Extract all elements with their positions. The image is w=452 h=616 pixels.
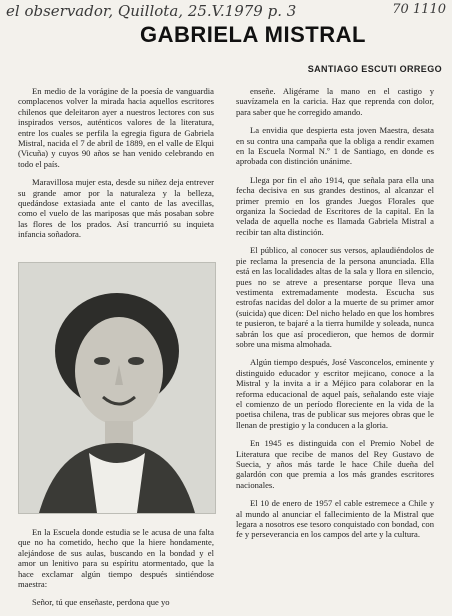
paragraph: Llega por fin el año 1914, que señala para ella una fecha decisiva en sus grandes destinos, al alcanzar el primer premio en los grandes Juegos Florales que organiza la Sociedad de Escritores de la capital. En la velada de aquella noche es llamada Gabriela Mistral a recibir tan alta distinción.: [236, 174, 434, 237]
paragraph: El 10 de enero de 1957 el cable estremece a Chile y al mundo al anunciar el fallecimiento de la Mistral que legara a nosotros ese tesoro conquistado con bondad, con fe y perseverancia en los campos del arte y la cultura.: [236, 498, 434, 540]
paragraph: La envidia que despierta esta joven Maestra, desata en su contra una campaña que la obliga a rendir examen en la Escuela Normal N.º 1 de Santiago, en donde es aprobada con distinción unánime.: [236, 125, 434, 167]
paragraph: Señor, tú que enseñaste, perdona que yo: [32, 597, 170, 608]
portrait-photo: [18, 262, 216, 514]
article-byline: SANTIAGO ESCUTI ORREGO: [307, 64, 442, 74]
handwritten-annotation: [6, 2, 446, 24]
paragraph: enseñe. Aligérame la mano en el castigo y suavízamela en la caricia. Haz que reprenda con dolor, para saber que he corregido amando.: [236, 86, 434, 117]
paragraph: Algún tiempo después, José Vasconcelos, eminente y distinguido educador y escritor mejicano, conoce a la Mistral y la invita a ir a Méjico para colaborar en la reforma educacional de aquel país, señalando este viaje el comienzo de un período floreciente en la vida de la poetisa chilena, tras de publicar sus mejores obras que le llenan de prestigio y la conducen a la gloria.: [236, 357, 434, 430]
handwritten-source-note: el observador, Quillota, 25.V.1979 p. 3: [6, 2, 297, 20]
paragraph: El público, al conocer sus versos, aplaudiéndolos de pie reclama la presencia de la persona anunciada. Ella está en las localidades altas de la sala y llora en silencio, pues no se atreve a presentarse porque lleva una vestimenta extremadamente modesta. Escucha sus estrofas nacidas del dolor a la muerte de su primer amor (suicida) que dicen: Del nicho helado en que los hombres te pusieron, te bajaré a la tierra humilde y soleada, nunca sabrán los que así procedieron, que hemos de dormir sobre una misma almohada.: [236, 245, 434, 349]
paragraph: En la Escuela donde estudia se le acusa de una falta que no ha cometido, hecho que la hiere hondamente, alejándose de sus aulas, buscando en la bondad y el amor un lenitivo para su espíritu atormentado, que la hace exclamar algún tiempo después sintiéndose maestra:: [18, 527, 214, 590]
portrait-image: [19, 263, 215, 513]
right-column: [236, 86, 434, 548]
paragraph: Maravillosa mujer esta, desde su niñez deja entrever su grande amor por la naturaleza y la belleza, quedándose extasiada ante el canto de las avecillas, como el vuelo de las mariposas que más posaban sobre las flores de los prados. Así trancurrió su inquieta infancia soñadora.: [18, 177, 214, 240]
paragraph: En medio de la vorágine de la poesía de vanguardia complacenos volver la mirada hacia aquellos escritores chilenos que deleitaron ayer a nuestros lectores con sus inspirados versos, auténticos valores de la literatura, entre los cuales se perfila la egregia figura de Gabriela Mistral, nacida el 7 de abril de 1889, en el valle de Elqui (Vicuña) y cuyos 90 años se han venido celebrando en todo el país.: [18, 86, 214, 169]
left-column-top: [18, 86, 214, 248]
article-title: GABRIELA MISTRAL: [140, 22, 366, 47]
archive-number: 70 1110: [392, 2, 446, 17]
paragraph: En 1945 es distinguida con el Premio Nobel de Literatura que recibe de manos del Rey Gustavo de Suecia, y años más tarde le hace Chile dueña del galardón con que premia a los más grandes escritores nacionales.: [236, 438, 434, 490]
left-column-bottom: [18, 527, 214, 616]
